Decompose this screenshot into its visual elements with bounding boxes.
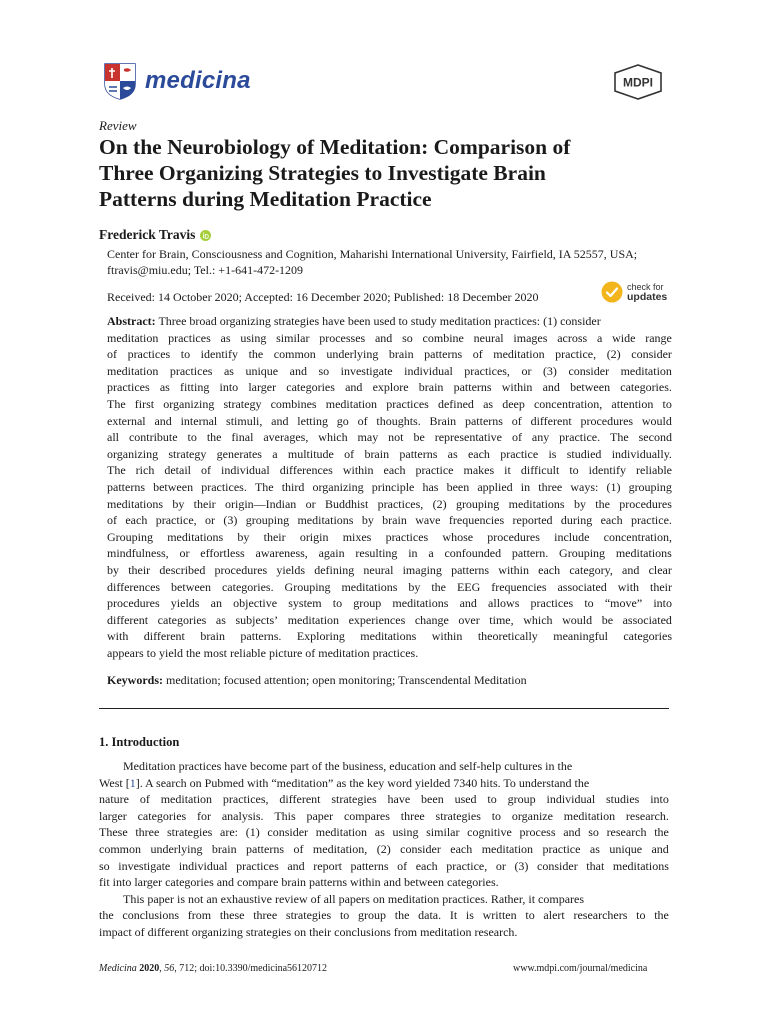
p1-line: so investigate individual practices and report patterns of each practice, or (3) consider that meditations [99,858,669,873]
abstract-line: by their described procedures yields defining neural imaging patterns within each category, and clear [107,562,672,577]
title-line: Patterns during Meditation Practice [99,187,432,211]
p1-line: common underlying brain patterns of meditation, (2) consider each meditation practice as unique and [99,841,669,856]
mdpi-logo-text: MDPI [623,75,653,90]
footer-doi: , 712; doi:10.3390/medicina56120712 [174,963,328,974]
journal-logo[interactable] [103,62,251,100]
keywords-label: Keywords: [107,673,163,687]
abstract-line: meditations by their origin—Indian or Buddhist practices, (2) grouping meditations by the procedures [107,496,672,511]
affiliation [107,246,637,278]
footer-year: 2020 [139,963,160,974]
p1-line: fit into larger categories and compare brain patterns within and between categories. [99,875,499,890]
journal-crest-icon [103,62,137,100]
abstract-label: Abstract: [107,314,156,328]
introduction-body [99,758,669,941]
abstract-line: The first organizing strategy combines meditation practices defined as deep concentration, attention to [107,396,672,411]
journal-url[interactable]: www.mdpi.com/journal/medicina [513,963,648,974]
abstract-line [107,313,672,330]
article-title [99,134,679,212]
p1-line: larger categories for analysis. This paper compares three strategies to organize meditation research. [99,808,669,823]
check-updates-line2: updates [627,291,668,303]
abstract-line: The rich detail of individual differences within each practice makes it difficult to identify reliable [107,463,672,478]
abstract-line: different categories as subjects’ meditation experiences change over time, which would be associated [107,612,672,627]
keywords [107,673,527,688]
author-name[interactable]: Frederick Travis [99,227,196,242]
abstract-line: differences between categories. Grouping meditations by the EEG frequencies associated with their [107,579,672,594]
footer-volume: 56 [164,963,175,974]
author-row [99,227,211,243]
abstract-line: meditation practices as unique and so investigate individual practices, or (3) consider meditation [107,363,672,378]
abstract-line: mindfulness, or effortless awareness, again resulting in a confounded pattern. Grouping meditations [107,546,672,561]
intro-line: West [1]. A search on Pubmed with “meditation” as the key word yielded 7340 hits. To understand the [99,775,590,790]
abstract-line: patterns between practices. The third organizing principle has been applied in three ways: (1) grouping [107,479,672,494]
p1-line: These three strategies are: (1) consider meditation as using similar cognitive process and so research the [99,825,669,840]
abstract-line: appears to yield the most reliable picture of meditation practices. [107,645,419,660]
mdpi-logo[interactable] [611,64,665,105]
abstract-line: meditation practices as using similar processes and so combine neural images across a wide range [107,330,672,345]
section-heading: 1. Introduction [99,735,180,749]
section-divider [99,708,669,709]
p2-line: impact of different organizing strategies on their conclusions from meditation research. [99,924,518,939]
p2-line: the conclusions from these three strategies to group the data. It is written to alert researchers to the [99,908,669,923]
p1-line: nature of meditation practices, different strategies have been used to group individual studies into [99,792,669,807]
check-updates-icon [601,281,623,303]
abstract [107,313,672,661]
abstract-line: practices as fitting into larger categories and explore brain patterns within and between categories. [107,380,672,395]
abstract-line: external and internal stimuli, and letting go of thoughts. Brain patterns of different procedures would [107,413,672,428]
publication-dates: Received: 14 October 2020; Accepted: 16 December 2020; Published: 18 December 2020 [107,290,539,304]
keywords-text: meditation; focused attention; open monitoring; Transcendental Meditation [166,673,527,687]
abstract-line: all contribute to the final averages, which may not be representative of any practice. The second [107,430,672,445]
affiliation-line: ftravis@miu.edu; Tel.: +1-641-472-1209 [107,263,304,277]
abstract-line: Grouping meditations by their origin mixes practices whose procedures include concentration, [107,529,672,544]
footer-journal: Medicina [99,963,137,974]
abstract-line: procedures yields an objective system to group meditations and allows practices to “move” into [107,596,672,611]
intro-line: Meditation practices have become part of the business, education and self-help cultures in the [123,759,573,773]
abstract-first-line: Three broad organizing strategies have been used to study meditation practices: (1) consider [158,314,601,328]
abstract-line: with different brain patterns. Exploring meditations within theoretically meaningful categories [107,629,672,644]
orcid-icon[interactable] [200,230,211,241]
abstract-line: of each practice, or (3) grouping meditations by brain wave frequencies reported during each practice. [107,513,672,528]
abstract-line: organizing strategy generates a multitude of brain patterns as each practice is studied individually. [107,446,672,461]
citation-footer: Medicina 2020, 56, 712; doi:10.3390/medicina56120712 [99,963,328,974]
citation-link[interactable]: 1 [129,775,136,790]
check-updates-line1: check for [627,282,664,292]
mdpi-hexagon-icon [611,64,665,100]
title-line: Three Organizing Strategies to Investigate Brain [99,161,546,185]
title-line: On the Neurobiology of Meditation: Comparison of [99,135,571,159]
abstract-line: of practices to identify the common underlying brain patterns of meditation practice, (2) consider [107,347,672,362]
article-type: Review [99,118,137,133]
journal-name: medicina [145,67,251,94]
check-for-updates-badge[interactable] [601,281,667,303]
affiliation-line: Center for Brain, Consciousness and Cognition, Maharishi International University, Fairfield, IA 52557, USA; [107,247,638,261]
intro-line: This paper is not an exhaustive review of all papers on meditation practices. Rather, it compares [123,891,585,906]
